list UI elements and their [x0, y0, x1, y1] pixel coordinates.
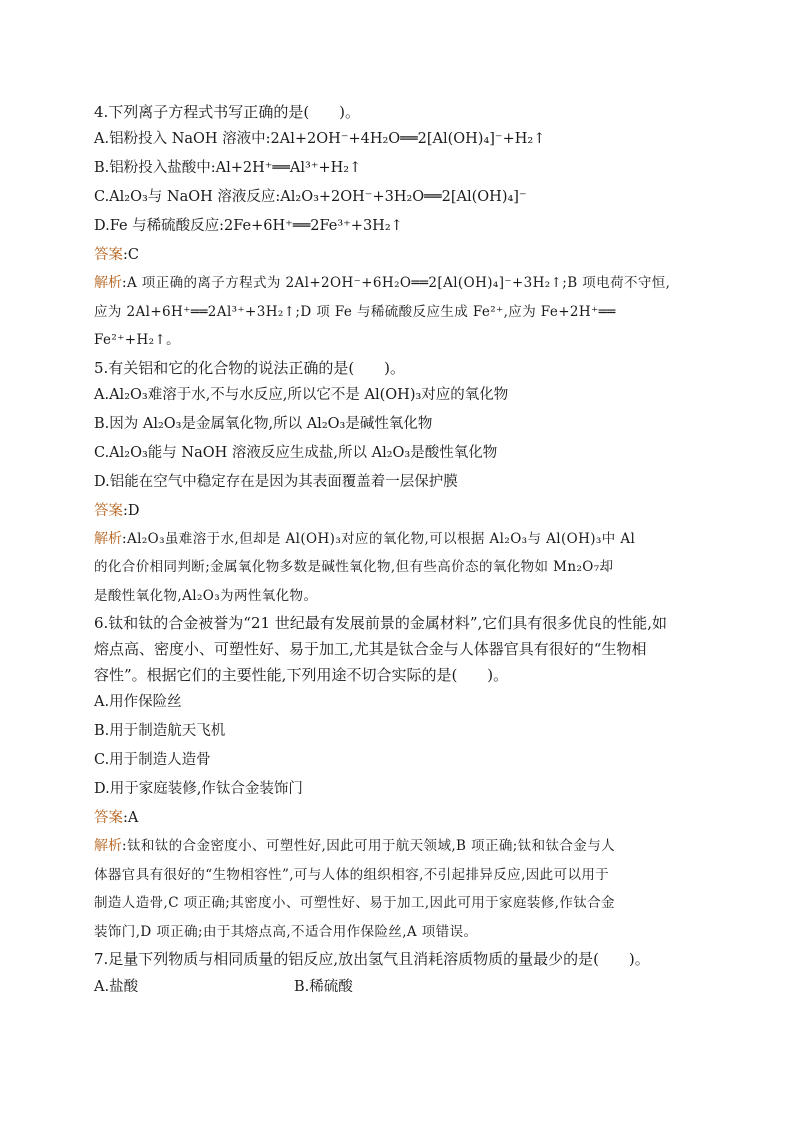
- analysis-label: 解析: [94, 838, 122, 854]
- option-d: D.Fe 与稀硫酸反应:2Fe+6H⁺══2Fe³⁺+3H₂↑: [94, 218, 403, 234]
- analysis-text: :Al₂O₃虽难溶于水,但却是 Al(OH)₃对应的氧化物,可以根据 Al₂O₃与 Al(OH)₃中 Al: [122, 530, 636, 547]
- document-page: [94, 99, 694, 1002]
- option-b: B.用于制造航天飞机: [94, 723, 226, 739]
- answer-label: 答案: [94, 247, 123, 263]
- analysis-line: 装饰门,D 项正确;由于其熔点高,不适合用作保险丝,A 项错误。: [94, 923, 478, 940]
- answer-line: [94, 241, 694, 269]
- question-5: [94, 355, 694, 611]
- analysis-line: 制造人造骨,C 项正确;其密度小、可塑性好、易于加工,因此可用于家庭装修,作钛合金: [94, 895, 615, 911]
- question-stem: 4.下列离子方程式书写正确的是( )。: [94, 103, 361, 121]
- option-b: B.铝粉投入盐酸中:Al+2H⁺══Al³⁺+H₂↑: [94, 160, 362, 176]
- analysis-block: [94, 832, 694, 946]
- option-a: A.Al₂O₃难溶于水,不与水反应,所以它不是 Al(OH)₃对应的氧化物: [94, 386, 509, 403]
- answer-value: :D: [123, 502, 140, 519]
- analysis-line: 的化合价相同判断;金属氧化物多数是碱性氧化物,但有些高价态的氧化物如 Mn₂O₇却: [94, 559, 614, 575]
- option-a: A.盐酸: [94, 979, 139, 995]
- answer-value: :A: [123, 810, 139, 826]
- analysis-label: 解析: [94, 530, 122, 547]
- analysis-label: 解析: [94, 275, 122, 291]
- question-stem: 熔点高、密度小、可塑性好、易于加工,尤其是钛合金与人体器官具有很好的“生物相: [94, 640, 647, 658]
- analysis-block: [94, 269, 694, 355]
- analysis-line: [94, 832, 694, 861]
- option-c: C.Al₂O₃能与 NaOH 溶液反应生成盐,所以 Al₂O₃是酸性氧化物: [94, 444, 498, 461]
- analysis-block: [94, 525, 694, 611]
- analysis-line: Fe²⁺+H₂↑。: [94, 332, 181, 348]
- answer-value: :C: [123, 247, 139, 263]
- question-stem: 6.钛和钛的合金被誉为“21 世纪最有发展前景的金属材料”,它们具有很多优良的性能,如: [94, 614, 668, 632]
- option-a: A.用作保险丝: [94, 694, 182, 710]
- option-c: C.用于制造人造骨: [94, 752, 211, 768]
- analysis-line: 体器官具有很好的“生物相容性”,可与人体的组织相容,不引起排异反应,因此可以用于: [94, 866, 610, 883]
- question-stem: 容性”。根据它们的主要性能,下列用途不切合实际的是( )。: [94, 666, 509, 684]
- option-b: B.稀硫酸: [294, 979, 353, 995]
- answer-label: 答案: [94, 810, 123, 826]
- answer-line: [94, 804, 694, 832]
- question-stem: 7.足量下列物质与相同质量的铝反应,放出氢气且消耗溶质物质的量最少的是( )。: [94, 950, 650, 968]
- question-7: [94, 946, 694, 1002]
- analysis-line: 应为 2Al+6H⁺══2Al³⁺+3H₂↑;D 项 Fe 与稀硫酸反应生成 Fe²⁺,应为 Fe+2H⁺══: [94, 303, 616, 320]
- question-stem: 5.有关铝和它的化合物的说法正确的是( )。: [94, 358, 406, 377]
- question-6: [94, 610, 694, 946]
- options-row: [94, 972, 694, 1002]
- analysis-line: [94, 269, 694, 298]
- answer-line: [94, 497, 694, 525]
- answer-label: 答案: [94, 502, 123, 519]
- option-b: B.因为 Al₂O₃是金属氧化物,所以 Al₂O₃是碱性氧化物: [94, 415, 433, 432]
- option-c: C.Al₂O₃与 NaOH 溶液反应:Al₂O₃+2OH⁻+3H₂O══2[Al(OH)₄]⁻: [94, 189, 527, 205]
- analysis-line: 是酸性氧化物,Al₂O₃为两性氧化物。: [94, 587, 318, 604]
- question-4: [94, 99, 694, 355]
- option-d: D.用于家庭装修,作钛合金装饰门: [94, 781, 303, 797]
- option-a: A.铝粉投入 NaOH 溶液中:2Al+2OH⁻+4H₂O══2[Al(OH)₄]⁻+H₂↑: [94, 131, 546, 147]
- analysis-text: :钛和钛的合金密度小、可塑性好,因此可用于航天领域,B 项正确;钛和钛合金与人: [122, 838, 615, 854]
- analysis-text: :A 项正确的离子方程式为 2Al+2OH⁻+6H₂O══2[Al(OH)₄]⁻+3H₂↑;B 项电荷不守恒,: [122, 275, 671, 291]
- option-d: D.铝能在空气中稳定存在是因为其表面覆盖着一层保护膜: [94, 473, 458, 490]
- analysis-line: [94, 525, 694, 554]
